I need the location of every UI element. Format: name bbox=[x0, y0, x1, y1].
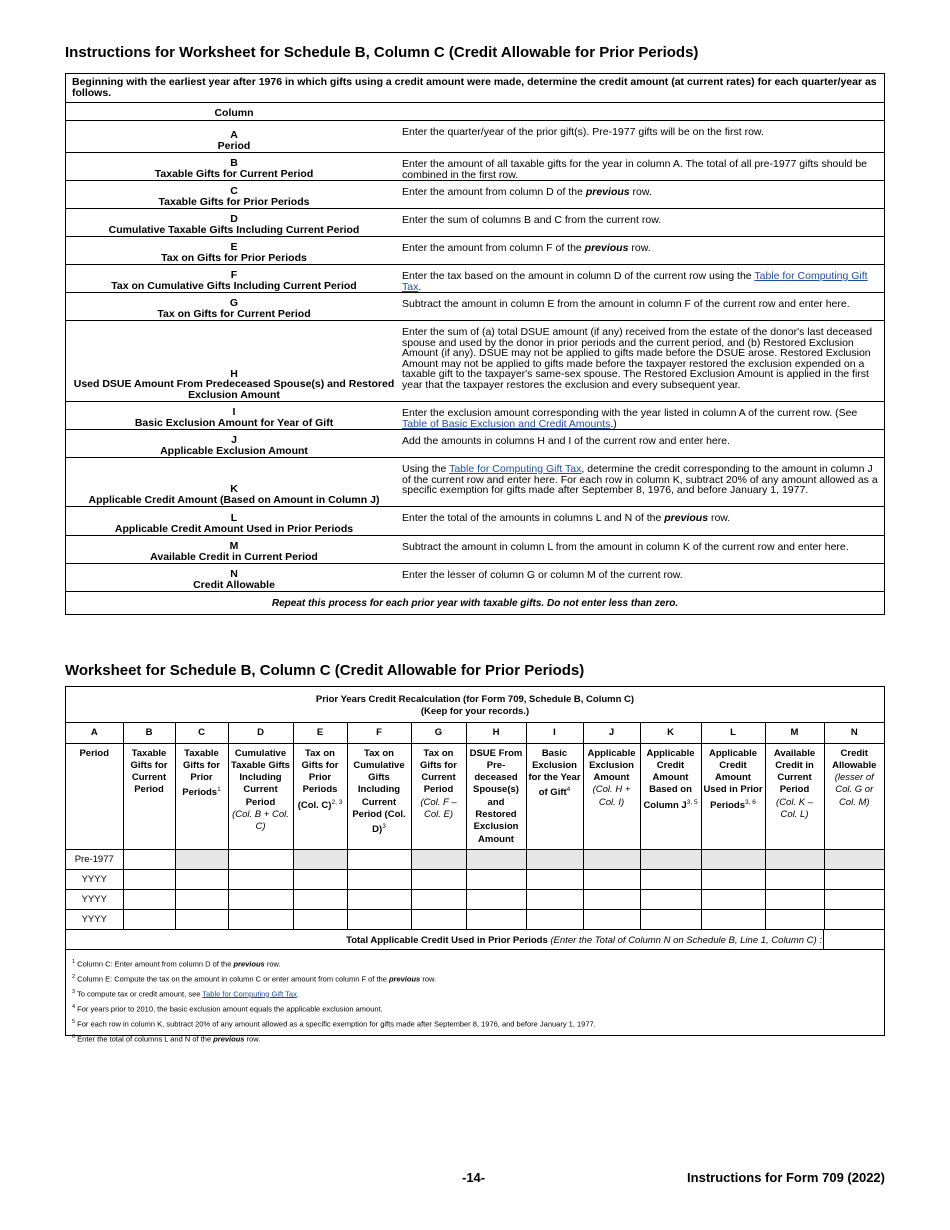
column-name: Tax on Cumulative Gifts Including Current Period bbox=[111, 279, 357, 292]
footnote-1: $^1$ Column C: Enter amount from column D of the previous row. bbox=[72, 958, 281, 968]
column-letter-a: A bbox=[66, 723, 123, 743]
instructions-title: Instructions for Worksheet for Schedule B, Column C (Credit Allowable for Prior Periods) bbox=[65, 44, 699, 61]
instruction-row-m bbox=[66, 536, 884, 564]
instruction-column-label bbox=[66, 181, 402, 208]
column-header-label: Column bbox=[214, 107, 254, 119]
column-letter-b: B bbox=[123, 723, 175, 743]
cell-l[interactable] bbox=[701, 909, 765, 929]
column-letter: L bbox=[230, 512, 238, 524]
emphasis: previous bbox=[664, 512, 709, 524]
instruction-row-b bbox=[66, 153, 884, 181]
instruction-column-label bbox=[66, 430, 402, 457]
cell-b[interactable] bbox=[123, 909, 175, 929]
column-letter: C bbox=[230, 185, 238, 197]
worksheet-table bbox=[65, 686, 885, 1043]
cell-i[interactable] bbox=[526, 869, 583, 889]
column-name: Applicable Credit Amount Used in Prior Periods bbox=[114, 522, 354, 535]
column-letter: D bbox=[230, 213, 238, 225]
cell-l[interactable] bbox=[701, 889, 765, 909]
column-letter: J bbox=[231, 434, 237, 446]
cell-j[interactable] bbox=[583, 889, 640, 909]
column-name: Tax on Gifts for Current Period bbox=[157, 307, 311, 320]
reference-link[interactable]: Table for Computing Gift Tax bbox=[202, 989, 297, 998]
footnote-ref: 1 bbox=[217, 786, 221, 794]
footnote-2: $^2$ Column E: Compute the tax on the amount in column C or enter amount from column F of the previous row. bbox=[72, 973, 437, 983]
instructions-footer: Repeat this process for each prior year with taxable gifts. Do not enter less than zero. bbox=[271, 598, 679, 609]
instruction-column-label bbox=[66, 321, 402, 401]
column-letter: G bbox=[229, 297, 239, 309]
period-cell: YYYY bbox=[66, 909, 123, 929]
footnote-ref: 3, 5 bbox=[686, 798, 698, 806]
worksheet-row bbox=[66, 869, 884, 889]
column-header-g: Tax on Gifts for Current Period (Col. F – Col. E) bbox=[411, 743, 466, 849]
column-formula: (Col. H + Col. I) bbox=[592, 784, 631, 808]
column-name: Cumulative Taxable Gifts Including Current Period bbox=[108, 223, 360, 236]
instruction-column-label bbox=[66, 121, 402, 152]
instructions-table bbox=[65, 73, 885, 615]
period-cell: Pre-1977 bbox=[66, 849, 123, 869]
column-formula: (Col. F – Col. E) bbox=[420, 796, 457, 820]
column-letter: I bbox=[232, 406, 236, 418]
emphasis: previous bbox=[584, 242, 629, 254]
instruction-column-label bbox=[66, 265, 402, 292]
cell-m[interactable] bbox=[765, 909, 824, 929]
column-header-f: Tax on Cumulative Gifts Including Current Period (Col. D)$^3$ bbox=[347, 743, 411, 849]
column-letter: B bbox=[230, 157, 238, 169]
column-letter-h: H bbox=[466, 723, 526, 743]
cell-l bbox=[701, 849, 765, 869]
instruction-text: Enter the total of the amounts in columns L and N of the previous row. bbox=[402, 512, 731, 524]
worksheet-header bbox=[66, 687, 884, 723]
instruction-column-label bbox=[66, 458, 402, 506]
column-name: Period bbox=[217, 139, 251, 152]
cell-b[interactable] bbox=[123, 849, 175, 869]
cell-c[interactable] bbox=[175, 909, 228, 929]
column-headers-row bbox=[66, 743, 884, 849]
column-header-d: Cumulative Taxable Gifts Including Current Period (Col. B + Col. C) bbox=[228, 743, 293, 849]
column-letter-d: D bbox=[228, 723, 293, 743]
cell-g[interactable] bbox=[411, 889, 466, 909]
worksheet-row bbox=[66, 909, 884, 929]
cell-c[interactable] bbox=[175, 869, 228, 889]
instruction-text: Enter the amount from column D of the previous row. bbox=[402, 186, 652, 198]
column-letter: E bbox=[230, 241, 238, 253]
emphasis: previous bbox=[213, 1034, 245, 1043]
page-number: -14- bbox=[462, 1170, 486, 1185]
instruction-text: Subtract the amount in column L from the amount in column K of the current row and enter here. bbox=[402, 541, 849, 553]
footnote-number: 2 bbox=[72, 973, 76, 980]
cell-k[interactable] bbox=[640, 909, 701, 929]
instruction-row-d bbox=[66, 209, 884, 237]
instruction-row-c bbox=[66, 181, 884, 209]
reference-link[interactable]: Table for Computing Gift Tax bbox=[402, 270, 868, 293]
instruction-row-l bbox=[66, 507, 884, 536]
instruction-row-e bbox=[66, 237, 884, 265]
column-letter-j: J bbox=[583, 723, 640, 743]
cell-m[interactable] bbox=[765, 869, 824, 889]
instruction-text: Enter the exclusion amount corresponding with the year listed in column A of the current row. (See Table of Basic Exclusion and Credit Amounts.) bbox=[402, 407, 858, 430]
instruction-column-label bbox=[66, 293, 402, 320]
column-letter-l: L bbox=[701, 723, 765, 743]
column-name: Taxable Gifts for Current Period bbox=[154, 167, 314, 180]
column-letter: A bbox=[230, 129, 238, 141]
cell-i[interactable] bbox=[526, 909, 583, 929]
cell-k bbox=[640, 849, 701, 869]
cell-n[interactable] bbox=[824, 869, 884, 889]
cell-f[interactable] bbox=[347, 909, 411, 929]
instructions-rows bbox=[66, 121, 884, 592]
cell-f[interactable] bbox=[347, 849, 411, 869]
column-letter-e: E bbox=[293, 723, 347, 743]
footnote-ref: 2, 3 bbox=[331, 798, 343, 806]
footnote-ref: 3 bbox=[382, 823, 386, 831]
instruction-text: Enter the tax based on the amount in column D of the current row using the Table for Computing Gift Tax. bbox=[402, 270, 868, 293]
column-letter-c: C bbox=[175, 723, 228, 743]
column-header-c: Taxable Gifts for Prior Periods$^1$ bbox=[175, 743, 228, 849]
instruction-row-g bbox=[66, 293, 884, 321]
column-name: Tax on Gifts for Prior Periods bbox=[161, 251, 307, 264]
instruction-column-label bbox=[66, 507, 402, 535]
column-letter-i: I bbox=[526, 723, 583, 743]
cell-h[interactable] bbox=[466, 889, 526, 909]
worksheet-row bbox=[66, 889, 884, 909]
cell-i bbox=[526, 849, 583, 869]
cell-g[interactable] bbox=[411, 909, 466, 929]
cell-b[interactable] bbox=[123, 869, 175, 889]
instructions-intro: Beginning with the earliest year after 1976 in which gifts using a credit amount were made, determine the credit amount (at current rates) for each quarter/year as follows. bbox=[66, 74, 884, 103]
footnote-4: $^4$ For years prior to 2010, the basic exclusion amount equals the applicable exclusion amount. bbox=[72, 1003, 383, 1013]
column-header-j: Applicable Exclusion Amount (Col. H + Col. I) bbox=[583, 743, 640, 849]
column-name: Taxable Gifts for Prior Periods bbox=[158, 195, 310, 208]
cell-k[interactable] bbox=[640, 869, 701, 889]
column-letter-n: N bbox=[824, 723, 884, 743]
cell-f[interactable] bbox=[347, 869, 411, 889]
column-letter: F bbox=[230, 269, 238, 281]
cell-h[interactable] bbox=[466, 909, 526, 929]
column-letter: H bbox=[230, 367, 238, 380]
footnote-number: 4 bbox=[72, 1003, 76, 1010]
cell-c[interactable] bbox=[175, 889, 228, 909]
footnote-5: $^5$ For each row in column K, subtract 20% of any amount allowed as a specific exemption for gifts made after September 8, 1976, and before January 1, 1977. bbox=[72, 1018, 596, 1028]
column-letter: K bbox=[230, 483, 238, 495]
column-name: Available Credit in Current Period bbox=[150, 550, 318, 563]
instruction-row-j bbox=[66, 430, 884, 458]
cell-m[interactable] bbox=[765, 889, 824, 909]
cell-e[interactable] bbox=[293, 889, 347, 909]
column-header-n: Credit Allowable (lesser of Col. G or Col. M) bbox=[824, 743, 884, 849]
column-header-a: Period bbox=[66, 743, 123, 849]
footnote-ref: 4 bbox=[566, 786, 571, 794]
instruction-column-label bbox=[66, 237, 402, 264]
instruction-row-n bbox=[66, 564, 884, 592]
reference-link[interactable]: Table for Computing Gift Tax bbox=[449, 463, 582, 475]
column-header-i: Basic Exclusion for the Year of Gift$^4$ bbox=[526, 743, 583, 849]
cell-n bbox=[824, 849, 884, 869]
worksheet-header-line1: Prior Years Credit Recalculation (for Form 709, Schedule B, Column C) bbox=[315, 694, 635, 705]
column-header-h: DSUE From Pre-deceased Spouse(s) and Restored Exclusion Amount bbox=[466, 743, 526, 849]
cell-d[interactable] bbox=[228, 869, 293, 889]
cell-l[interactable] bbox=[701, 869, 765, 889]
cell-j bbox=[583, 849, 640, 869]
column-header-m: Available Credit in Current Period (Col. K – Col. L) bbox=[765, 743, 824, 849]
emphasis: previous bbox=[388, 974, 421, 983]
cell-h[interactable] bbox=[466, 869, 526, 889]
instruction-column-label bbox=[66, 536, 402, 563]
cell-n[interactable] bbox=[824, 889, 884, 909]
column-letter: M bbox=[229, 540, 239, 552]
column-letter-m: M bbox=[765, 723, 824, 743]
footnote-6: $^6$ Enter the total of columns L and N of the previous row. bbox=[72, 1033, 261, 1043]
column-letter: N bbox=[230, 568, 238, 580]
instruction-row-a bbox=[66, 121, 884, 153]
footnote-3: $^3$ To compute tax or credit amount, see Table for Computing Gift Tax. bbox=[72, 988, 299, 998]
emphasis: previous bbox=[585, 186, 630, 198]
footnotes bbox=[66, 950, 884, 1046]
emphasis: previous bbox=[233, 959, 265, 968]
instruction-row-k bbox=[66, 458, 884, 507]
column-formula: (Col. B + Col. C) bbox=[232, 808, 289, 833]
instruction-text: Enter the amount from column F of the previous row. bbox=[402, 242, 651, 254]
column-name: Applicable Credit Amount (Based on Amount in Column J) bbox=[88, 493, 380, 506]
instruction-text: Subtract the amount in column E from the amount in column F of the current row and enter here. bbox=[402, 298, 850, 310]
instruction-column-label bbox=[66, 153, 402, 180]
worksheet-row bbox=[66, 849, 884, 869]
column-header-l: Applicable Credit Amount Used in Prior Periods$^{3, 6}$ bbox=[701, 743, 765, 849]
reference-link[interactable]: Table of Basic Exclusion and Credit Amounts bbox=[402, 417, 611, 430]
period-cell: YYYY bbox=[66, 889, 123, 909]
worksheet-grid bbox=[66, 723, 884, 930]
instruction-text: Enter the sum of columns B and C from the current row. bbox=[402, 214, 662, 226]
cell-j[interactable] bbox=[583, 869, 640, 889]
worksheet-title: Worksheet for Schedule B, Column C (Credit Allowable for Prior Periods) bbox=[65, 662, 585, 679]
cell-d[interactable] bbox=[228, 909, 293, 929]
cell-f[interactable] bbox=[347, 889, 411, 909]
cell-g bbox=[411, 849, 466, 869]
column-name: Applicable Exclusion Amount bbox=[160, 444, 308, 457]
column-letters-row bbox=[66, 723, 884, 743]
footnote-ref: 3, 6 bbox=[745, 798, 756, 806]
cell-j[interactable] bbox=[583, 909, 640, 929]
column-name: Basic Exclusion Amount for Year of Gift bbox=[134, 416, 334, 429]
total-label bbox=[346, 935, 822, 946]
footnote-number: 1 bbox=[72, 958, 76, 965]
instruction-row-f bbox=[66, 265, 884, 293]
instruction-column-label bbox=[66, 402, 402, 429]
column-formula: (lesser of Col. G or Col. M) bbox=[834, 772, 874, 808]
instruction-column-label bbox=[66, 209, 402, 236]
column-formula: (Col. K – Col. L) bbox=[776, 796, 813, 820]
column-header-k: Applicable Credit Amount Based on Column J$^{3, 5}$ bbox=[640, 743, 701, 849]
cell-n[interactable] bbox=[824, 909, 884, 929]
instructions-column-header bbox=[66, 103, 884, 121]
total-row bbox=[66, 930, 884, 950]
cell-h bbox=[466, 849, 526, 869]
cell-g[interactable] bbox=[411, 869, 466, 889]
period-cell: YYYY bbox=[66, 869, 123, 889]
total-input-cell[interactable] bbox=[823, 930, 884, 949]
footnote-number: 6 bbox=[72, 1033, 76, 1040]
cell-e[interactable] bbox=[293, 909, 347, 929]
cell-b[interactable] bbox=[123, 889, 175, 909]
footnote-number: 3 bbox=[72, 988, 76, 995]
total-note: (Enter the Total of Column N on Schedule B, Line 1, Column C) : bbox=[550, 934, 822, 946]
total-label-text: Total Applicable Credit Used in Prior Periods bbox=[346, 934, 548, 946]
column-name: Used DSUE Amount From Predeceased Spouse(s) and Restored Exclusion Amount bbox=[73, 378, 395, 401]
instruction-column-label bbox=[66, 564, 402, 591]
cell-d[interactable] bbox=[228, 889, 293, 909]
worksheet-header-line2: (Keep for your records.) bbox=[420, 706, 530, 717]
cell-i[interactable] bbox=[526, 889, 583, 909]
instruction-text: Add the amounts in columns H and I of the current row and enter here. bbox=[402, 435, 731, 447]
cell-k[interactable] bbox=[640, 889, 701, 909]
instruction-text: Enter the sum of (a) total DSUE amount (if any) received from the estate of the donor's last deceased spouse and used by the donor in prior periods and the current period, and (b) Restored Exclusion Amount (if any). DSUE may not be applied to gifts made before the DSUE arose. Restored Exclusion Amount may not be applied to gifts made before the taxpayer restored the exclusion expended on a taxable gift to the taxpayer's same-sex spouse. The Restored Exclusion Amount is applied in the first year that the taxpayer restores the exclusion and every subsequent year. bbox=[402, 326, 873, 391]
column-letter-k: K bbox=[640, 723, 701, 743]
cell-c bbox=[175, 849, 228, 869]
instruction-row-i bbox=[66, 402, 884, 430]
column-letter-g: G bbox=[411, 723, 466, 743]
instruction-text: Enter the amount of all taxable gifts for the year in column A. The total of all pre-1977 gifts should be combined in the first row. bbox=[402, 158, 867, 181]
column-name: Credit Allowable bbox=[193, 578, 275, 591]
instruction-text: Using the Table for Computing Gift Tax, determine the credit corresponding to the amount in column J of the current row and enter here. For each row in column K, subtract 20% of any amount allowed as a specific exemption for gifts made after September 8, 1976, and before January 1, 1977. bbox=[402, 463, 878, 496]
instruction-row-h bbox=[66, 321, 884, 402]
form-name: Instructions for Form 709 (2022) bbox=[687, 1170, 885, 1185]
footnote-number: 5 bbox=[72, 1018, 76, 1025]
cell-e bbox=[293, 849, 347, 869]
instruction-text: Enter the lesser of column G or column M of the current row. bbox=[402, 569, 683, 581]
cell-m bbox=[765, 849, 824, 869]
column-header-e: Tax on Gifts for Prior Periods (Col. C)$^{2, 3}$ bbox=[293, 743, 347, 849]
column-header-b: Taxable Gifts for Current Period bbox=[123, 743, 175, 849]
cell-d[interactable] bbox=[228, 849, 293, 869]
cell-e[interactable] bbox=[293, 869, 347, 889]
instruction-text: Enter the quarter/year of the prior gift(s). Pre-1977 gifts will be on the first row. bbox=[402, 126, 764, 138]
column-letter-f: F bbox=[347, 723, 411, 743]
